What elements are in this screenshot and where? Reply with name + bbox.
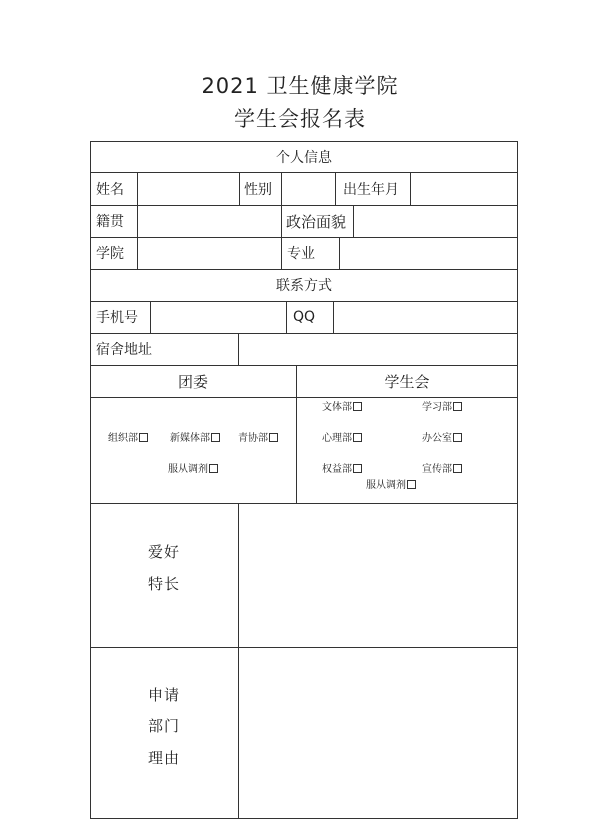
qq-field[interactable]	[335, 303, 516, 332]
political-status-field[interactable]	[355, 207, 516, 236]
union-option-rights[interactable]: 权益部	[322, 460, 362, 475]
league-option-new-media[interactable]: 新媒体部	[170, 429, 220, 444]
hometown-label: 籍贯	[96, 214, 124, 230]
reason-label-line-3: 理由	[148, 749, 181, 767]
checkbox[interactable]	[453, 464, 462, 473]
gender-field[interactable]	[283, 174, 334, 204]
union-option-office[interactable]: 办公室	[422, 429, 462, 444]
registration-form	[90, 141, 518, 819]
document-title: 2021 卫生健康学院	[201, 74, 399, 98]
league-option-organization[interactable]: 组织部	[108, 429, 148, 444]
major-label: 专业	[287, 246, 315, 262]
phone-label: 手机号	[96, 310, 138, 326]
checkbox[interactable]	[269, 433, 278, 442]
union-option-publicity[interactable]: 宣传部	[422, 460, 462, 475]
checkbox[interactable]	[453, 433, 462, 442]
checkbox[interactable]	[353, 464, 362, 473]
birth-date-field[interactable]	[412, 174, 516, 204]
column-divider	[335, 172, 336, 205]
college-label: 学院	[96, 246, 124, 262]
union-option-psychology[interactable]: 心理部	[322, 429, 362, 444]
union-option-culture-sports[interactable]: 文体部	[322, 398, 362, 413]
league-option-accept-adjustment[interactable]: 服从调剂	[168, 460, 218, 475]
college-field[interactable]	[139, 239, 280, 268]
major-field[interactable]	[341, 239, 516, 268]
section-contact-info: 联系方式	[276, 278, 332, 294]
document-subtitle: 学生会报名表	[234, 107, 366, 131]
union-option-accept-adjustment[interactable]: 服从调剂	[366, 476, 416, 491]
checkbox[interactable]	[453, 402, 462, 411]
dorm-address-label: 宿舍地址	[96, 342, 152, 358]
column-divider	[281, 205, 282, 269]
checkbox[interactable]	[139, 433, 148, 442]
hobbies-label-line-2: 特长	[148, 575, 181, 593]
column-divider	[239, 172, 240, 205]
league-committee-header: 团委	[177, 372, 208, 391]
table-border-left	[90, 141, 91, 819]
union-option-study[interactable]: 学习部	[422, 398, 462, 413]
hobbies-field[interactable]	[240, 505, 516, 646]
phone-field[interactable]	[152, 303, 285, 332]
reason-label-line-2: 部门	[148, 717, 181, 735]
name-label: 姓名	[96, 181, 124, 198]
checkbox[interactable]	[407, 480, 416, 489]
dorm-address-field[interactable]	[240, 335, 516, 364]
league-option-volunteer[interactable]: 青协部	[238, 429, 278, 444]
column-divider	[286, 301, 287, 333]
birth-date-label: 出生年月	[343, 181, 399, 198]
name-field[interactable]	[139, 174, 238, 204]
table-border-right	[517, 141, 518, 819]
reason-field[interactable]	[240, 649, 516, 817]
table-border-bottom	[90, 818, 518, 819]
hometown-field[interactable]	[139, 207, 280, 236]
checkbox[interactable]	[209, 464, 218, 473]
hobbies-label-line-1: 爱好	[148, 543, 181, 561]
checkbox[interactable]	[211, 433, 220, 442]
political-status-label: 政治面貌	[286, 212, 347, 231]
student-union-header: 学生会	[384, 372, 430, 391]
reason-label-line-1: 申请	[148, 686, 181, 704]
section-personal-info: 个人信息	[276, 149, 332, 166]
checkbox[interactable]	[353, 402, 362, 411]
checkbox[interactable]	[353, 433, 362, 442]
qq-label: QQ	[293, 309, 316, 325]
gender-label: 性别	[244, 181, 272, 198]
